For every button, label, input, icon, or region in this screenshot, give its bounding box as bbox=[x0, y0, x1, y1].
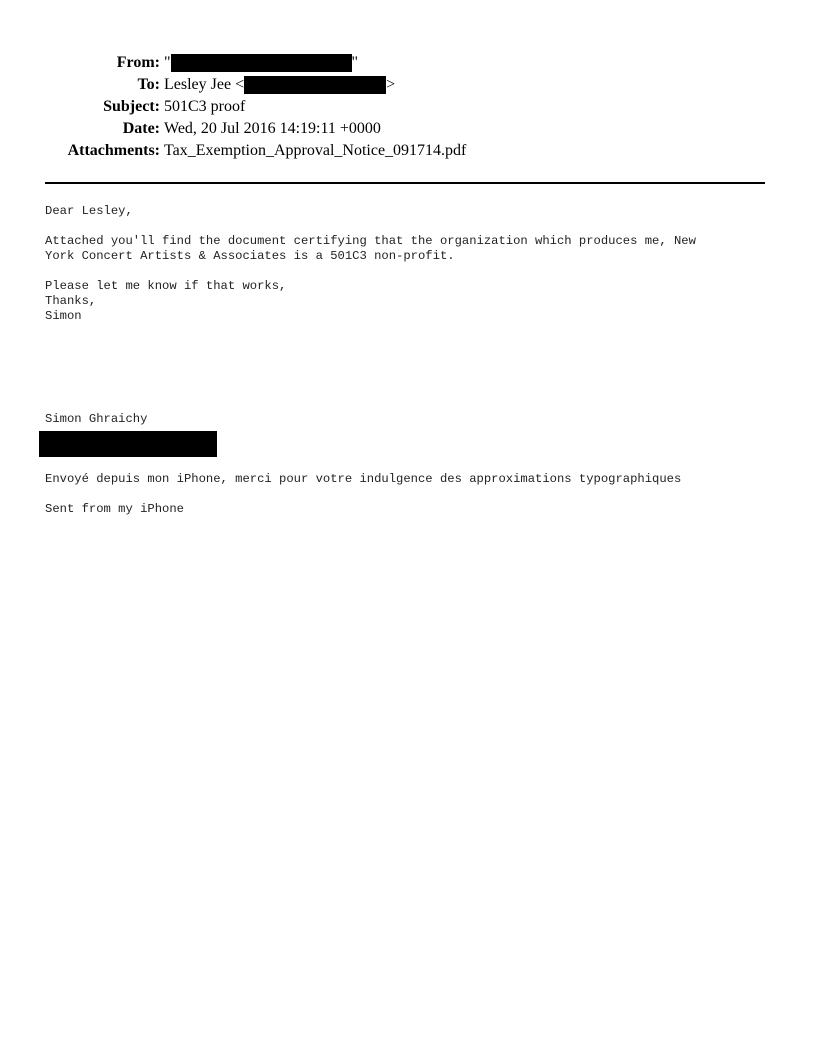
to-email-redaction bbox=[244, 76, 386, 94]
date-label: Date: bbox=[122, 120, 160, 137]
to-name: Lesley Jee < bbox=[164, 76, 245, 93]
paragraph-1-line-2: York Concert Artists & Associates is a 501C3 non-profit. bbox=[45, 249, 455, 263]
signature-name: Simon Ghraichy bbox=[45, 412, 148, 426]
to-value bbox=[164, 74, 395, 96]
to-label: To: bbox=[137, 76, 160, 93]
subject-value: 501C3 proof bbox=[164, 98, 246, 115]
footer-french: Envoyé depuis mon iPhone, merci pour votre indulgence des approximations typographiques bbox=[45, 472, 682, 486]
from-row bbox=[0, 52, 816, 74]
paragraph-2-line-2: Thanks, bbox=[45, 294, 97, 308]
signature-redaction bbox=[39, 431, 217, 457]
email-header bbox=[0, 52, 816, 162]
from-open-quote: " bbox=[164, 54, 171, 71]
subject-row bbox=[0, 96, 816, 118]
footer-english: Sent from my iPhone bbox=[45, 502, 184, 516]
blank-line bbox=[45, 219, 785, 234]
attachments-label: Attachments: bbox=[67, 142, 160, 159]
email-body bbox=[45, 204, 785, 324]
blank-line bbox=[45, 264, 785, 279]
paragraph-1-line-1: Attached you'll find the document certifying that the organization which produces me, New bbox=[45, 234, 696, 248]
date-row bbox=[0, 118, 816, 140]
subject-label: Subject: bbox=[103, 98, 160, 115]
to-close-bracket: > bbox=[386, 76, 396, 93]
attachment-link[interactable]: Tax_Exemption_Approval_Notice_091714.pdf bbox=[164, 142, 467, 159]
attachments-row bbox=[0, 140, 816, 162]
date-value: Wed, 20 Jul 2016 14:19:11 +0000 bbox=[164, 120, 381, 137]
from-value bbox=[164, 52, 358, 74]
to-row bbox=[0, 74, 816, 96]
greeting: Dear Lesley, bbox=[45, 204, 133, 218]
from-close-quote: " bbox=[351, 54, 359, 71]
paragraph-2-line-1: Please let me know if that works, bbox=[45, 279, 287, 293]
paragraph-2-line-3: Simon bbox=[45, 309, 82, 323]
from-redaction bbox=[171, 54, 352, 72]
from-label: From: bbox=[116, 54, 160, 71]
header-divider bbox=[45, 182, 765, 184]
